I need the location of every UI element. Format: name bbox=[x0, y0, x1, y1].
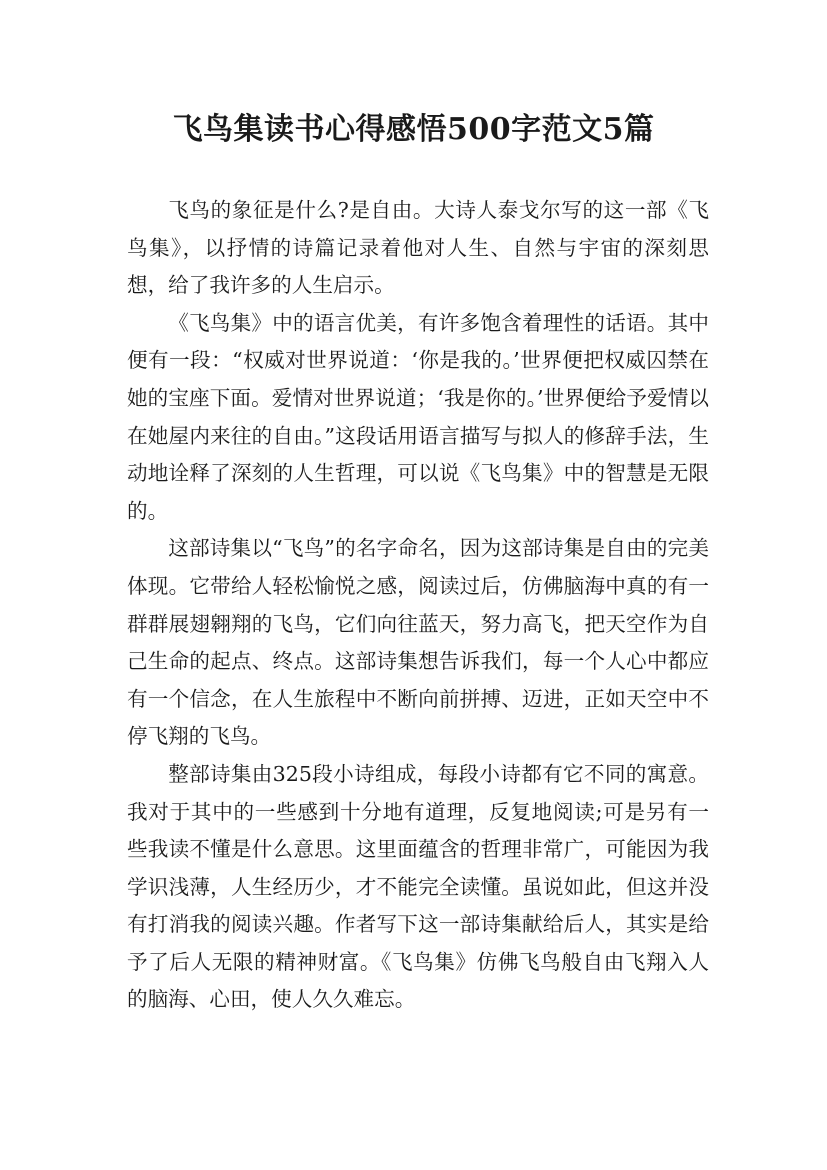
paragraph-2: 《飞鸟集》中的语言优美，有许多饱含着理性的话语。其中便有一段：“权威对世界说道：‘你是我的。’世界便把权威囚禁在她的宝座下面。爱情对世界说道；‘我是你的。’世界便给予爱情以在她屋内来往的自由。”这段话用语言描写与拟人的修辞手法，生动地诠释了深刻的人生哲理，可以说《飞鸟集》中的智慧是无限的。 bbox=[127, 310, 709, 523]
document-body bbox=[127, 192, 709, 1019]
document-title: 飞鸟集读书心得感悟500字范文5篇 bbox=[172, 112, 655, 147]
paragraph-3: 这部诗集以“飞鸟”的名字命名，因为这部诗集是自由的完美体现。它带给人轻松愉悦之感，阅读过后，仿佛脑海中真的有一群群展翅翱翔的飞鸟，它们向往蓝天，努力高飞，把天空作为自己生命的起点、终点。这部诗集想告诉我们，每一个人心中都应有一个信念，在人生旅程中不断向前拼搏、迈进，正如天空中不停飞翔的飞鸟。 bbox=[127, 536, 709, 749]
paragraph-4: 整部诗集由325段小诗组成，每段小诗都有它不同的寓意。我对于其中的一些感到十分地有道理，反复地阅读;可是另有一些我读不懂是什么意思。这里面蕴含的哲理非常广，可能因为我学识浅薄，人生经历少，才不能完全读懂。虽说如此，但这并没有打消我的阅读兴趣。作者写下这一部诗集献给后人，其实是给予了后人无限的精神财富。《飞鸟集》仿佛飞鸟般自由飞翔入人的脑海、心田，使人久久难忘。 bbox=[127, 761, 709, 1012]
paragraph-1: 飞鸟的象征是什么?是自由。大诗人泰戈尔写的这一部《飞鸟集》，以抒情的诗篇记录着他对人生、自然与宇宙的深刻思想，给了我许多的人生启示。 bbox=[127, 198, 709, 298]
